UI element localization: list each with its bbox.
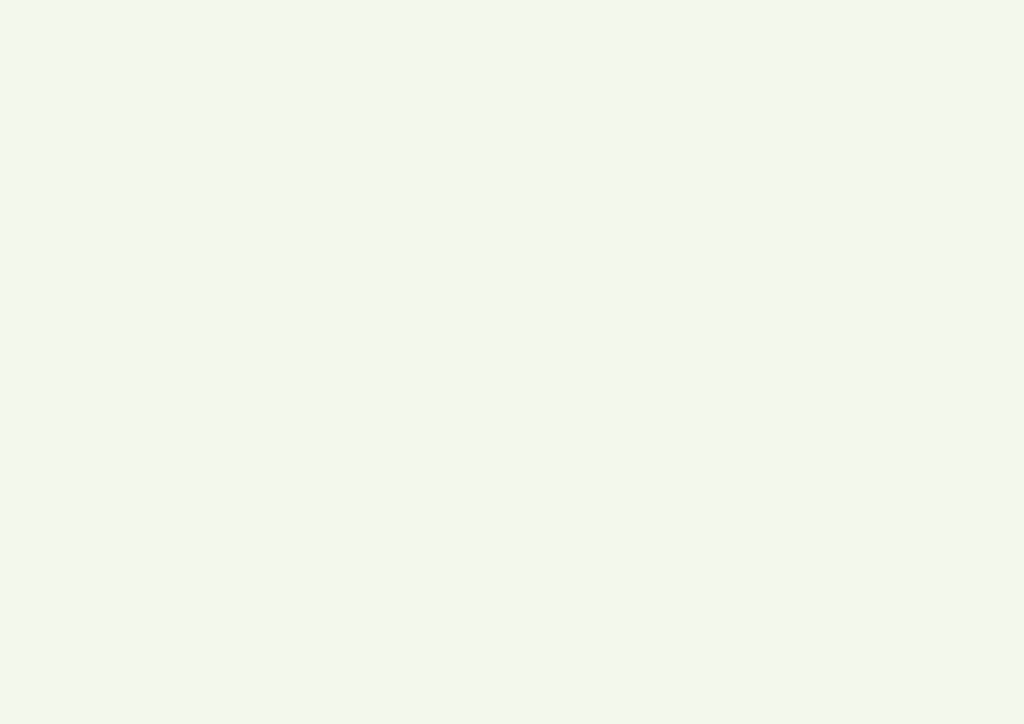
- calendar-grid: [70, 152, 956, 692]
- calendar-header: [0, 0, 1024, 112]
- quote-block: [455, 40, 1000, 43]
- weekday-header-row: [70, 120, 956, 150]
